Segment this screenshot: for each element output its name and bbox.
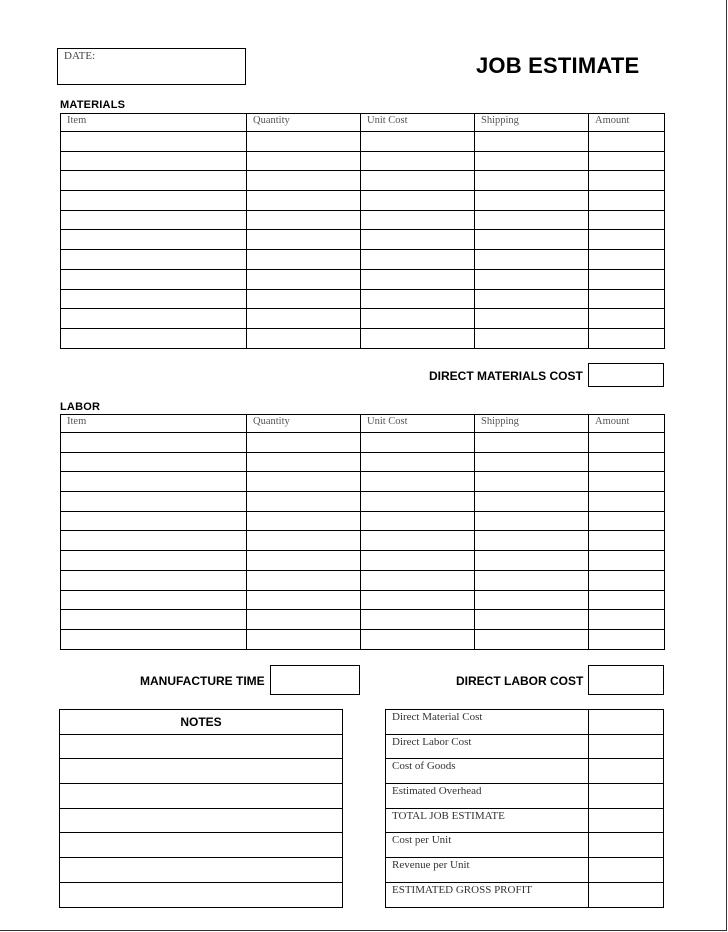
materials-table-row	[61, 309, 665, 329]
materials-cell-unit-cost[interactable]	[361, 171, 475, 191]
labor-cell-unit-cost[interactable]	[361, 492, 475, 512]
date-label: DATE:	[64, 50, 96, 62]
labor-cell-item[interactable]	[61, 492, 247, 512]
materials-cell-unit-cost[interactable]	[361, 289, 475, 309]
labor-col-amount: Amount	[589, 415, 665, 433]
summary-row	[386, 734, 664, 759]
notes-heading: NOTES	[60, 710, 343, 735]
materials-cell-item[interactable]	[61, 269, 247, 289]
materials-cell-quantity[interactable]	[247, 191, 361, 211]
notes-line[interactable]	[60, 734, 343, 759]
labor-cell-shipping[interactable]	[475, 551, 589, 571]
labor-table-row	[61, 452, 665, 472]
labor-cell-amount[interactable]	[589, 531, 665, 551]
labor-cell-shipping[interactable]	[475, 511, 589, 531]
direct-labor-cost-label: DIRECT LABOR COST	[456, 674, 584, 688]
labor-col-quantity: Quantity	[247, 415, 361, 433]
materials-cell-quantity[interactable]	[247, 309, 361, 329]
materials-cell-amount[interactable]	[589, 132, 665, 152]
summary-row	[386, 808, 664, 833]
labor-cell-item[interactable]	[61, 551, 247, 571]
summary-label-revenue-per-unit: Revenue per Unit	[386, 858, 589, 883]
labor-cell-amount[interactable]	[589, 610, 665, 630]
materials-cell-amount[interactable]	[589, 309, 665, 329]
materials-table-row	[61, 230, 665, 250]
labor-cell-amount[interactable]	[589, 492, 665, 512]
materials-table	[60, 113, 665, 349]
materials-cell-shipping[interactable]	[475, 132, 589, 152]
labor-cell-shipping[interactable]	[475, 472, 589, 492]
labor-cell-shipping[interactable]	[475, 629, 589, 649]
materials-cell-quantity[interactable]	[247, 250, 361, 270]
materials-col-quantity: Quantity	[247, 114, 361, 132]
summary-label-estimated-overhead: Estimated Overhead	[386, 784, 589, 809]
summary-value-revenue-per-unit[interactable]	[589, 858, 664, 883]
materials-col-item: Item	[61, 114, 247, 132]
materials-cell-quantity[interactable]	[247, 230, 361, 250]
labor-table-row	[61, 472, 665, 492]
summary-value-cost-per-unit[interactable]	[589, 833, 664, 858]
labor-cell-unit-cost[interactable]	[361, 511, 475, 531]
summary-value-direct-material-cost[interactable]	[589, 710, 664, 735]
manufacture-time-field[interactable]	[270, 665, 360, 695]
notes-line[interactable]	[60, 858, 343, 883]
materials-cell-item[interactable]	[61, 289, 247, 309]
date-field[interactable]	[57, 48, 246, 85]
labor-cell-unit-cost[interactable]	[361, 531, 475, 551]
labor-table-row	[61, 551, 665, 571]
summary-table	[385, 709, 664, 908]
labor-col-shipping: Shipping	[475, 415, 589, 433]
labor-cell-shipping[interactable]	[475, 433, 589, 453]
labor-table-row	[61, 531, 665, 551]
labor-cell-item[interactable]	[61, 570, 247, 590]
labor-cell-quantity[interactable]	[247, 551, 361, 571]
labor-cell-quantity[interactable]	[247, 610, 361, 630]
materials-cell-item[interactable]	[61, 328, 247, 348]
materials-cell-quantity[interactable]	[247, 132, 361, 152]
manufacture-time-label: MANUFACTURE TIME	[140, 674, 265, 688]
materials-cell-shipping[interactable]	[475, 210, 589, 230]
materials-cell-unit-cost[interactable]	[361, 191, 475, 211]
materials-table-row	[61, 171, 665, 191]
materials-cell-unit-cost[interactable]	[361, 151, 475, 171]
labor-table-row	[61, 511, 665, 531]
labor-cell-unit-cost[interactable]	[361, 610, 475, 630]
materials-cell-shipping[interactable]	[475, 328, 589, 348]
labor-cell-amount[interactable]	[589, 629, 665, 649]
materials-table-row	[61, 210, 665, 230]
materials-cell-unit-cost[interactable]	[361, 230, 475, 250]
materials-cell-shipping[interactable]	[475, 309, 589, 329]
summary-value-cost-of-goods[interactable]	[589, 759, 664, 784]
labor-cell-shipping[interactable]	[475, 570, 589, 590]
materials-cell-shipping[interactable]	[475, 250, 589, 270]
materials-table-row	[61, 328, 665, 348]
summary-row	[386, 833, 664, 858]
notes-header-row	[60, 710, 343, 735]
materials-cell-amount[interactable]	[589, 269, 665, 289]
materials-cell-shipping[interactable]	[475, 171, 589, 191]
materials-rows	[61, 132, 665, 349]
labor-cell-item[interactable]	[61, 433, 247, 453]
labor-cell-quantity[interactable]	[247, 531, 361, 551]
labor-cell-unit-cost[interactable]	[361, 551, 475, 571]
materials-table-row	[61, 289, 665, 309]
materials-cell-quantity[interactable]	[247, 269, 361, 289]
labor-cell-shipping[interactable]	[475, 452, 589, 472]
materials-cell-shipping[interactable]	[475, 151, 589, 171]
labor-cell-unit-cost[interactable]	[361, 590, 475, 610]
materials-col-shipping: Shipping	[475, 114, 589, 132]
materials-section-label: MATERIALS	[60, 99, 126, 111]
labor-cell-quantity[interactable]	[247, 492, 361, 512]
labor-cell-quantity[interactable]	[247, 433, 361, 453]
labor-table-row	[61, 590, 665, 610]
materials-cell-quantity[interactable]	[247, 289, 361, 309]
direct-materials-cost-label: DIRECT MATERIALS COST	[429, 369, 583, 383]
summary-row	[386, 759, 664, 784]
direct-labor-cost-field[interactable]	[588, 665, 664, 695]
labor-table-row	[61, 629, 665, 649]
labor-cell-amount[interactable]	[589, 551, 665, 571]
labor-table	[60, 414, 665, 650]
materials-cell-quantity[interactable]	[247, 328, 361, 348]
labor-cell-item[interactable]	[61, 531, 247, 551]
summary-value-direct-labor-cost[interactable]	[589, 734, 664, 759]
materials-cell-shipping[interactable]	[475, 191, 589, 211]
summary-row	[386, 784, 664, 809]
summary-label-cost-of-goods: Cost of Goods	[386, 759, 589, 784]
materials-cell-item[interactable]	[61, 171, 247, 191]
summary-label-direct-material-cost: Direct Material Cost	[386, 710, 589, 735]
materials-cell-item[interactable]	[61, 230, 247, 250]
materials-cell-item[interactable]	[61, 309, 247, 329]
materials-cell-amount[interactable]	[589, 250, 665, 270]
materials-cell-item[interactable]	[61, 151, 247, 171]
labor-col-item: Item	[61, 415, 247, 433]
notes-line[interactable]	[60, 833, 343, 858]
materials-cell-unit-cost[interactable]	[361, 250, 475, 270]
labor-cell-quantity[interactable]	[247, 472, 361, 492]
labor-cell-item[interactable]	[61, 472, 247, 492]
materials-cell-amount[interactable]	[589, 230, 665, 250]
direct-materials-cost-field[interactable]	[588, 363, 664, 387]
materials-cell-quantity[interactable]	[247, 171, 361, 191]
materials-table-row	[61, 250, 665, 270]
summary-value-estimated-gross-profit[interactable]	[589, 882, 664, 907]
materials-cell-amount[interactable]	[589, 191, 665, 211]
labor-header-row	[61, 415, 665, 433]
labor-cell-unit-cost[interactable]	[361, 629, 475, 649]
notes-line[interactable]	[60, 759, 343, 784]
materials-cell-item[interactable]	[61, 250, 247, 270]
labor-cell-unit-cost[interactable]	[361, 433, 475, 453]
labor-cell-unit-cost[interactable]	[361, 472, 475, 492]
materials-table-row	[61, 269, 665, 289]
summary-row	[386, 710, 664, 735]
summary-value-estimated-overhead[interactable]	[589, 784, 664, 809]
labor-cell-quantity[interactable]	[247, 570, 361, 590]
materials-cell-item[interactable]	[61, 210, 247, 230]
labor-cell-item[interactable]	[61, 511, 247, 531]
labor-cell-shipping[interactable]	[475, 590, 589, 610]
materials-cell-amount[interactable]	[589, 328, 665, 348]
materials-cell-item[interactable]	[61, 191, 247, 211]
notes-line[interactable]	[60, 784, 343, 809]
labor-cell-amount[interactable]	[589, 452, 665, 472]
labor-cell-amount[interactable]	[589, 433, 665, 453]
materials-col-amount: Amount	[589, 114, 665, 132]
labor-cell-unit-cost[interactable]	[361, 570, 475, 590]
materials-cell-unit-cost[interactable]	[361, 269, 475, 289]
materials-cell-amount[interactable]	[589, 151, 665, 171]
labor-cell-shipping[interactable]	[475, 531, 589, 551]
materials-cell-quantity[interactable]	[247, 210, 361, 230]
summary-row	[386, 882, 664, 907]
materials-cell-item[interactable]	[61, 132, 247, 152]
labor-cell-item[interactable]	[61, 590, 247, 610]
labor-cell-quantity[interactable]	[247, 590, 361, 610]
labor-cell-amount[interactable]	[589, 590, 665, 610]
labor-cell-quantity[interactable]	[247, 452, 361, 472]
notes-line[interactable]	[60, 882, 343, 907]
labor-cell-quantity[interactable]	[247, 511, 361, 531]
materials-cell-unit-cost[interactable]	[361, 132, 475, 152]
page-title: JOB ESTIMATE	[476, 53, 640, 78]
materials-cell-unit-cost[interactable]	[361, 309, 475, 329]
materials-cell-amount[interactable]	[589, 210, 665, 230]
labor-cell-shipping[interactable]	[475, 610, 589, 630]
materials-cell-amount[interactable]	[589, 171, 665, 191]
summary-label-direct-labor-cost: Direct Labor Cost	[386, 734, 589, 759]
labor-rows	[61, 433, 665, 650]
notes-line[interactable]	[60, 808, 343, 833]
materials-cell-quantity[interactable]	[247, 151, 361, 171]
summary-label-estimated-gross-profit: ESTIMATED GROSS PROFIT	[386, 882, 589, 907]
materials-cell-unit-cost[interactable]	[361, 210, 475, 230]
labor-cell-amount[interactable]	[589, 511, 665, 531]
summary-label-cost-per-unit: Cost per Unit	[386, 833, 589, 858]
materials-col-unit-cost: Unit Cost	[361, 114, 475, 132]
summary-value-total-job-estimate[interactable]	[589, 808, 664, 833]
materials-cell-amount[interactable]	[589, 289, 665, 309]
labor-col-unit-cost: Unit Cost	[361, 415, 475, 433]
materials-cell-unit-cost[interactable]	[361, 328, 475, 348]
labor-cell-item[interactable]	[61, 629, 247, 649]
labor-table-row	[61, 492, 665, 512]
labor-cell-amount[interactable]	[589, 472, 665, 492]
labor-table-row	[61, 570, 665, 590]
materials-cell-shipping[interactable]	[475, 289, 589, 309]
materials-table-row	[61, 151, 665, 171]
materials-table-row	[61, 191, 665, 211]
labor-section-label: LABOR	[60, 401, 101, 413]
labor-cell-shipping[interactable]	[475, 492, 589, 512]
labor-cell-quantity[interactable]	[247, 629, 361, 649]
labor-cell-amount[interactable]	[589, 570, 665, 590]
labor-table-row	[61, 610, 665, 630]
labor-cell-item[interactable]	[61, 610, 247, 630]
materials-table-row	[61, 132, 665, 152]
materials-cell-shipping[interactable]	[475, 230, 589, 250]
materials-header-row	[61, 114, 665, 132]
notes-table	[59, 709, 343, 908]
summary-row	[386, 858, 664, 883]
summary-label-total-job-estimate: TOTAL JOB ESTIMATE	[386, 808, 589, 833]
labor-cell-unit-cost[interactable]	[361, 452, 475, 472]
materials-cell-shipping[interactable]	[475, 269, 589, 289]
labor-cell-item[interactable]	[61, 452, 247, 472]
labor-table-row	[61, 433, 665, 453]
